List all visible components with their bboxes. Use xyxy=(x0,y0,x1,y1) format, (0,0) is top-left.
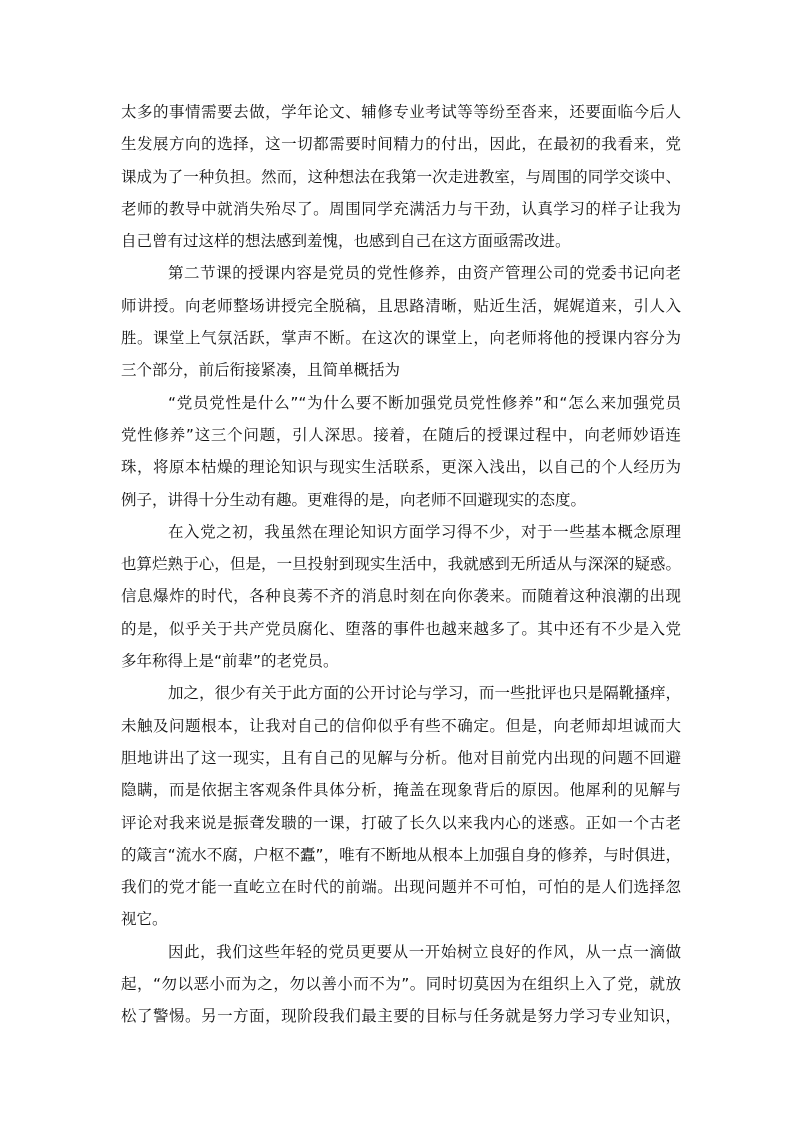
text-line: 珠，将原本枯燥的理论知识与现实生活联系，更深入浅出，以自己的个人经历为 xyxy=(121,458,681,477)
text-line: 多年称得上是“前辈”的老党员。 xyxy=(121,652,339,671)
text-line: 生发展方向的选择，这一切都需要时间精力的付出，因此，在最初的我看来，党 xyxy=(121,135,681,154)
text-line: 未触及问题根本，让我对自己的信仰似乎有些不确定。但是，向老师却坦诚而大 xyxy=(121,716,681,735)
text-line: 党性修养”这三个问题，引人深思。接着，在随后的授课过程中，向老师妙语连 xyxy=(121,425,681,444)
paragraph xyxy=(121,516,681,677)
text-line: 我们的党才能一直屹立在时代的前端。出现问题并不可怕，可怕的是人们选择忽 xyxy=(121,878,681,897)
text-line: 也算烂熟于心，但是，一旦投射到现实生活中，我就感到无所适从与深深的疑惑。 xyxy=(121,555,681,574)
text-line: 的箴言“流水不腐，户枢不蠹”，唯有不断地从根本上加强自身的修养，与时俱进， xyxy=(121,845,681,864)
text-line: 课成为了一种负担。然而，这种想法在我第一次走进教室，与周围的同学交谈中、 xyxy=(121,167,681,186)
text-line: 例子，讲得十分生动有趣。更难得的是，向老师不回避现实的态度。 xyxy=(121,490,587,509)
text-line: 胆地讲出了这一现实，且有自己的见解与分析。他对目前党内出现的问题不回避 xyxy=(121,748,681,767)
text-line: 在入党之初，我虽然在理论知识方面学习得不少，对于一些基本概念原理 xyxy=(168,522,681,541)
text-line: 胜。课堂上气氛活跃，掌声不断。在这次的课堂上，向老师将他的授课内容分为 xyxy=(121,329,681,348)
paragraph xyxy=(121,257,681,386)
paragraph xyxy=(121,936,681,1033)
text-line: 评论对我来说是振聋发聩的一课，打破了长久以来我内心的迷惑。正如一个古老 xyxy=(121,813,681,832)
text-line: 自己曾有过这样的想法感到羞愧，也感到自己在这方面亟需改进。 xyxy=(121,232,571,251)
text-line: 信息爆炸的时代，各种良莠不齐的消息时刻在向你袭来。而随着这种浪潮的出现 xyxy=(121,587,681,606)
paragraph xyxy=(121,677,681,935)
text-line: 第二节课的授课内容是党员的党性修养，由资产管理公司的党委书记向老 xyxy=(168,264,681,283)
text-line: 三个部分，前后衔接紧凑，且简单概括为 xyxy=(121,361,401,380)
text-line: 师讲授。向老师整场讲授完全脱稿，且思路清晰，贴近生活，娓娓道来，引人入 xyxy=(121,296,681,315)
text-line: 视它。 xyxy=(121,910,168,929)
text-line: 因此，我们这些年轻的党员更要从一开始树立良好的作风，从一点一滴做 xyxy=(168,942,681,961)
text-line: 隐瞒，而是依据主客观条件具体分析，掩盖在现象背后的原因。他犀利的见解与 xyxy=(121,781,681,800)
text-line: “党员党性是什么”“为什么要不断加强党员党性修养”和“怎么来加强党员 xyxy=(168,393,681,412)
text-line: 老师的教导中就消失殆尽了。周围同学充满活力与干劲，认真学习的样子让我为 xyxy=(121,199,681,218)
paragraph xyxy=(121,96,681,257)
text-line: 的是，似乎关于共产党员腐化、堕落的事件也越来越多了。其中还有不少是入党 xyxy=(121,619,681,638)
text-line: 太多的事情需要去做，学年论文、辅修专业考试等等纷至沓来，还要面临今后人 xyxy=(121,103,681,121)
text-line: 松了警惕。另一方面，现阶段我们最主要的目标与任务就是努力学习专业知识， xyxy=(121,1007,681,1026)
text-line: 起，“勿以恶小而为之，勿以善小而不为”。同时切莫因为在组织上入了党，就放 xyxy=(121,975,681,994)
body-text xyxy=(121,96,681,1033)
paragraph xyxy=(121,387,681,516)
text-line: 加之，很少有关于此方面的公开讨论与学习，而一些批评也只是隔靴搔痒， xyxy=(168,684,681,703)
